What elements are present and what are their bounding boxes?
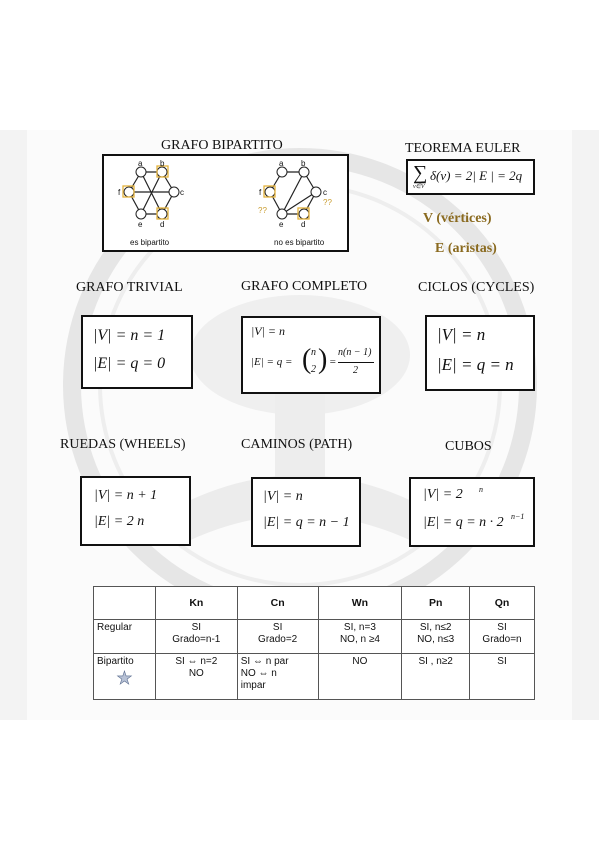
node-label-f: f [118,188,121,197]
bipartite-graphs-diagram [104,156,347,250]
caminos-formula-box [251,477,361,547]
row-label-regular: Regular [94,620,156,654]
title-bipartito: GRAFO BIPARTITO [161,138,283,153]
table-cell: SI Grado=2 [237,620,318,654]
ciclos-formula-box [425,315,535,391]
ciclos-e-formula: |E| = q = n [437,355,514,374]
euler-formula: δ(v) = 2| E | = 2q [430,168,523,183]
title-trivial: GRAFO TRIVIAL [76,280,183,295]
euler-formula-box [406,159,535,195]
title-euler: TEOREMA EULER [405,141,521,156]
frac-numerator: n(n − 1) [338,347,372,358]
title-ruedas: RUEDAS (WHEELS) [60,437,186,452]
cubos-v-formula: |V| = 2 [423,487,463,502]
title-completo: GRAFO COMPLETO [241,279,368,294]
frac-denominator: 2 [353,365,358,376]
table-cell: SI Grado=n-1 [155,620,237,654]
trivial-formula-box [81,315,193,389]
summary-table [93,586,535,700]
ruedas-v-formula: |V| = n + 1 [94,488,158,503]
binom-bottom: 2 [311,364,316,375]
bipartite-right-label: no es bipartito [274,238,325,247]
node-label-e: e [279,220,284,229]
table-cell: SI [470,654,535,700]
node-label-b: b [160,159,165,168]
cubos-formula-box [409,477,535,547]
table-header-row [94,587,535,620]
caminos-e-formula: |E| = q = n − 1 [263,515,350,530]
table-row [94,654,535,700]
sum-symbol: ∑ [413,162,428,184]
node-label-e: e [138,220,143,229]
node-label-a: a [279,159,284,168]
ciclos-v-formula: |V| = n [437,325,486,344]
node-label-f: f [259,188,262,197]
binom-paren-right: ) [318,344,328,375]
node-label-d: d [301,220,306,229]
row-label-bipartito [94,654,156,700]
title-ciclos: CICLOS (CYCLES) [418,280,535,295]
caminos-v-formula: |V| = n [263,489,303,504]
edges-label: E (aristas) [435,241,497,256]
bipartite-diagram-box [102,154,349,252]
trivial-e-formula: |E| = q = 0 [93,355,166,372]
completo-formula-box [241,316,381,394]
node-label-d: d [160,220,165,229]
title-cubos: CUBOS [445,439,492,454]
title-caminos: CAMINOS (PATH) [241,437,353,452]
cubos-e-exponent: n−1 [511,512,525,521]
table-header-cell: Cn [237,587,318,620]
cubos-v-exponent: n [479,485,483,494]
node-label-a: a [138,159,143,168]
cubos-e-formula: |E| = q = n · 2 [423,515,504,530]
binom-paren-left: ( [302,344,312,375]
table-cell: SI , n≥2 [402,654,470,700]
table-cell: SI, n≤2 NO, n≤3 [402,620,470,654]
ruedas-e-formula: |E| = 2 n [94,514,145,529]
sum-subscript: v∈V [413,184,425,190]
node-label-b: b [301,159,306,168]
table-row [94,620,535,654]
table-cell: SI, n=3 NO, n ≥4 [318,620,402,654]
completo-v-formula: |V| = n [251,324,286,338]
frac-bar [338,362,374,363]
node-label-c: c [323,188,327,197]
binom-top: n [311,347,316,358]
trivial-v-formula: |V| = n = 1 [93,327,166,344]
table-header-cell: Kn [155,587,237,620]
bipartite-left-label: es bipartito [130,238,170,247]
table-header-cell: Wn [318,587,402,620]
node-label-c: c [180,188,184,197]
table-header-cell: Pn [402,587,470,620]
completo-eq: = [329,356,337,368]
question-mark-label: ?? [258,206,267,215]
vertices-label: V (vértices) [423,211,492,226]
table-cell: SI ⇔ n=2 NO [155,654,237,700]
table-cell: NO [318,654,402,700]
table-header-cell [94,587,156,620]
question-mark-label: ?? [323,198,332,207]
ruedas-formula-box [80,476,191,546]
table-header-cell: Qn [470,587,535,620]
table-cell: SI Grado=n [470,620,535,654]
star-icon: ★ [116,668,133,688]
row-label-bipartito-text: Bipartito [97,656,134,667]
completo-e-lhs: |E| = q = [251,356,293,368]
table-cell: SI ⇔ n par NO ⇔ n impar [237,654,318,700]
